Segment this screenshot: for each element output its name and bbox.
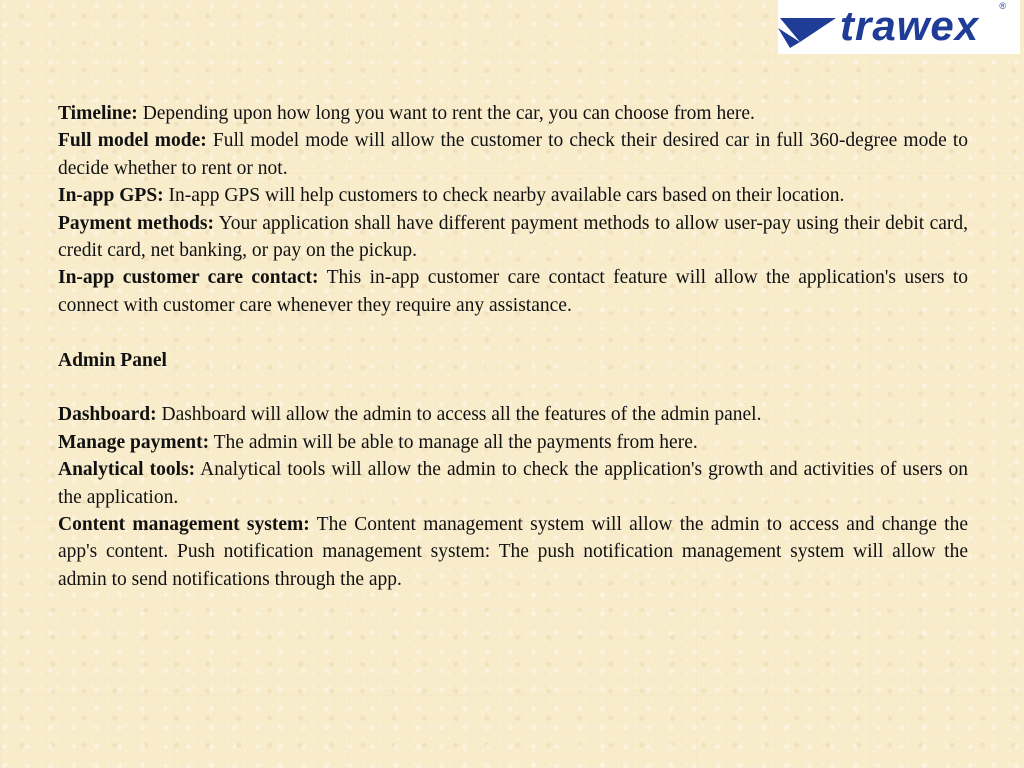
admin-feature-analytical-tools	[58, 456, 968, 511]
feature-desc: This in-app customer care contact feature will allow the application's users to connect with customer care whenever they require any assistance.	[58, 267, 968, 316]
feature-in-app-gps	[58, 182, 968, 209]
feature-term: In-app GPS:	[58, 185, 164, 207]
feature-timeline	[58, 100, 968, 127]
trawex-logo[interactable]	[778, 0, 1020, 54]
admin-feature-cms	[58, 511, 968, 593]
feature-customer-care	[58, 264, 968, 319]
feature-desc: The Content management system will allow the admin to access and change the app's content. Push notification management system: The push notification management system will allow the admin to send notifications through the app.	[58, 514, 969, 590]
admin-feature-manage-payment	[58, 429, 968, 456]
slide-content	[58, 100, 968, 593]
feature-term: In-app customer care contact:	[58, 267, 319, 289]
feature-term: Full model mode:	[58, 130, 207, 152]
feature-desc: The admin will be able to manage all the payments from here.	[213, 431, 698, 453]
feature-desc: Your application shall have different payment methods to allow user-pay using their debit card, credit card, net banking, or pay on the pickup.	[58, 212, 968, 262]
feature-term: Timeline:	[58, 103, 138, 124]
feature-desc: In-app GPS will help customers to check nearby available cars based on their location.	[168, 185, 845, 207]
feature-payment-methods	[58, 210, 968, 265]
feature-desc: Depending upon how long you want to rent the car, you can choose from here.	[142, 103, 755, 124]
feature-desc: Full model mode will allow the customer to check their desired car in full 360-degree mode to decide whether to rent or not.	[58, 130, 969, 179]
feature-term: Analytical tools:	[58, 459, 196, 481]
arrow-wing-icon	[778, 0, 848, 54]
feature-desc: Analytical tools will allow the admin to check the application's growth and activities of users on the application.	[58, 459, 968, 508]
admin-feature-dashboard	[58, 401, 968, 428]
registered-mark: ®	[999, 1, 1006, 11]
feature-term: Payment methods:	[58, 212, 214, 234]
feature-term: Manage payment:	[58, 431, 210, 453]
feature-desc: Dashboard will allow the admin to access all the features of the admin panel.	[161, 404, 762, 426]
admin-feature-list	[58, 401, 968, 593]
feature-term: Dashboard:	[58, 404, 157, 426]
feature-full-model-mode	[58, 127, 968, 182]
feature-term: Content management system:	[58, 514, 310, 536]
logo-wordmark: trawex	[840, 2, 980, 49]
feature-list	[58, 100, 968, 319]
admin-panel-heading: Admin Panel	[58, 349, 167, 371]
